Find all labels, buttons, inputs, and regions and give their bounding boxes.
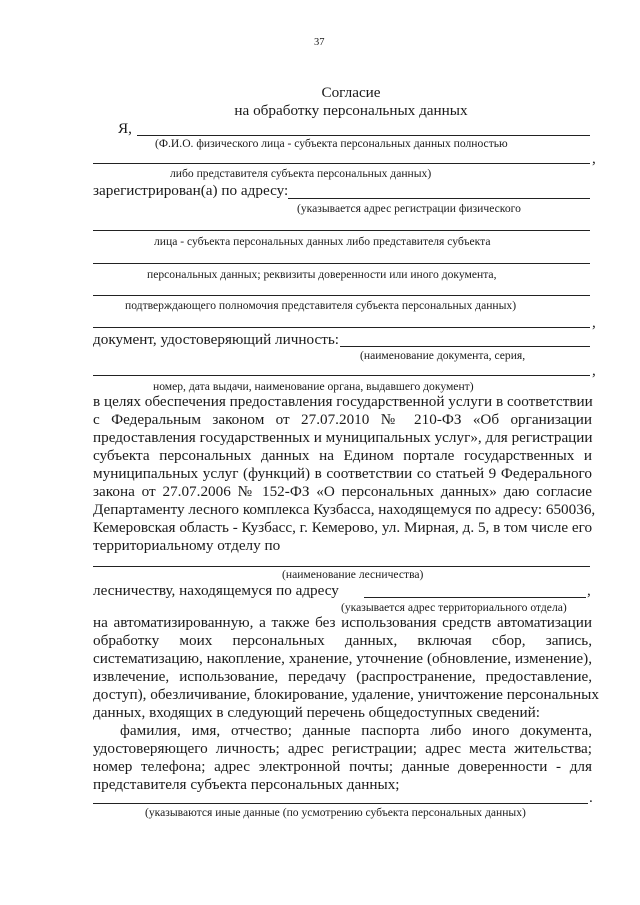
purpose-line: субъекта персональных данных на Едином портале государственных и xyxy=(93,447,592,464)
address-blank-line-5 xyxy=(93,327,590,328)
data-list-line: удостоверяющего личность; адрес регистрации; адрес места жительства; xyxy=(93,740,592,757)
fio-caption-1: (Ф.И.О. физического лица - субъекта персональных данных полностью xyxy=(155,137,508,150)
id-comma: , xyxy=(592,362,596,379)
address-caption-3: персональных данных; реквизиты доверенности или иного документа, xyxy=(147,268,497,281)
ya-label: Я, xyxy=(118,120,132,137)
other-data-caption: (указываются иные данные (по усмотрению субъекта персональных данных) xyxy=(145,806,526,819)
data-list-line: номер телефона; адрес электронной почты; данные доверенности - для xyxy=(93,758,592,775)
purpose-line: Кемеровская область - Кузбасс, г. Кемерово, ул. Мирная, д. 5, в том числе его xyxy=(93,519,593,536)
id-blank-line xyxy=(340,346,590,347)
address-caption-4: подтверждающего полномочия представителя субъекта персональных данных) xyxy=(125,299,517,312)
registered-label: зарегистрирован(а) по адресу: xyxy=(93,182,289,199)
forestry-blank-line xyxy=(93,566,590,567)
address-caption-1: (указывается адрес регистрации физического xyxy=(297,202,521,215)
forestry-caption: (наименование лесничества) xyxy=(282,568,424,581)
fio-blank-line xyxy=(137,135,590,136)
purpose-line: в целях обеспечения предоставления государственной услуги в соответствии xyxy=(93,393,593,410)
page-number: 37 xyxy=(314,37,325,48)
processing-line: доступ), обезличивание, блокирование, удаление, уничтожение персональных xyxy=(93,686,599,703)
address-comma: , xyxy=(592,314,596,331)
processing-line: извлечение, использование, передачу (распространение, предоставление, xyxy=(93,668,592,685)
processing-line: обработку моих персональных данных, включая сбор, запись, xyxy=(93,632,592,649)
processing-line: на автоматизированную, а также без использования средств автоматизации xyxy=(93,614,592,631)
id-blank-line-2 xyxy=(93,375,590,376)
data-list-line: фамилия, имя, отчество; данные паспорта либо иного документа, xyxy=(120,722,592,739)
processing-line: систематизацию, накопление, хранение, уточнение (обновление, изменение), xyxy=(93,650,592,667)
other-data-blank-line xyxy=(93,803,588,804)
fio-comma: , xyxy=(592,150,596,167)
address-blank-line-4 xyxy=(93,295,590,296)
fio-blank-line-2 xyxy=(93,163,590,164)
address-blank-line-2 xyxy=(93,230,590,231)
data-list-line: представителя субъекта персональных данных; xyxy=(93,776,400,793)
forestry-label: лесничеству, находящемуся по адресу xyxy=(93,582,339,599)
purpose-line: территориальному отделу по xyxy=(93,537,281,554)
document-title: Согласие xyxy=(321,84,381,101)
id-caption-1: (наименование документа, серия, xyxy=(360,349,526,362)
territorial-comma: , xyxy=(587,582,591,599)
purpose-line: закона от 27.07.2006 № 152-ФЗ «О персональных данных» даю согласие xyxy=(93,483,592,500)
processing-line: данных, входящих в следующий перечень общедоступных сведений: xyxy=(93,704,540,721)
purpose-line: предоставления государственных и муниципальных услуг», для регистрации xyxy=(93,429,593,446)
address-blank-line-3 xyxy=(93,263,590,264)
address-blank-line xyxy=(288,198,590,199)
other-data-period: . xyxy=(589,789,593,806)
id-caption-2: номер, дата выдачи, наименование органа, выдавшего документ) xyxy=(153,380,474,393)
purpose-line: Департаменту лесного комплекса Кузбасса, находящемуся по адресу: 650036, xyxy=(93,501,596,518)
territorial-blank-line xyxy=(364,597,586,598)
purpose-line: с Федеральным законом от 27.07.2010 № 210-ФЗ «Об организации xyxy=(93,411,592,428)
territorial-caption: (указывается адрес территориального отдела) xyxy=(341,601,567,614)
address-caption-2: лица - субъекта персональных данных либо представителя субъекта xyxy=(154,235,491,248)
id-document-label: документ, удостоверяющий личность: xyxy=(93,331,340,348)
fio-caption-2: либо представителя субъекта персональных данных) xyxy=(170,167,432,180)
purpose-line: муниципальных услуг (функций) в соответствии со статьей 9 Федерального xyxy=(93,465,592,482)
document-subtitle: на обработку персональных данных xyxy=(234,102,468,119)
